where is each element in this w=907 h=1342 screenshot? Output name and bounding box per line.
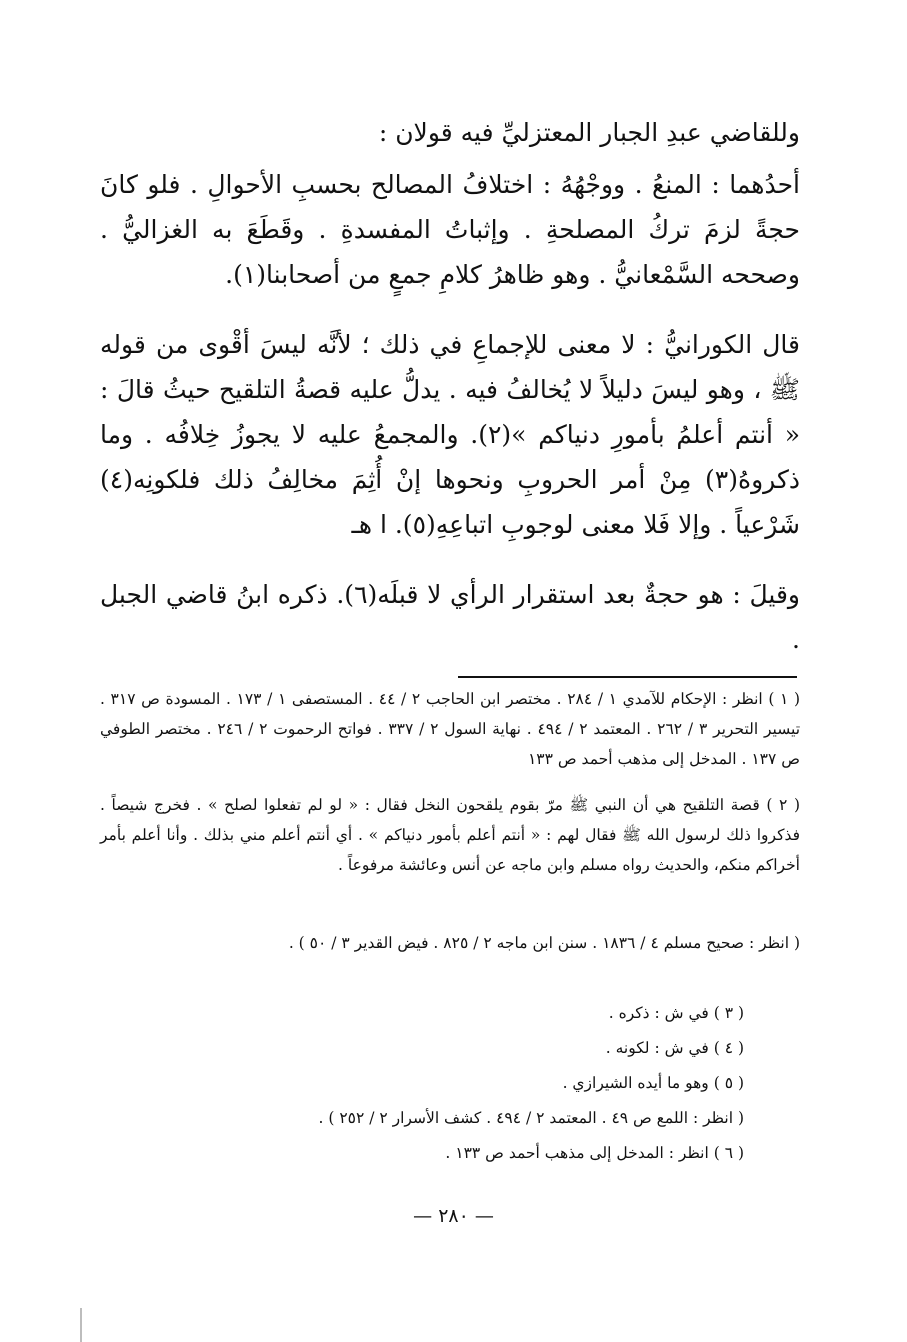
footnote-5-references: ( انظر : اللمع ص ٤٩ . المعتمد ٢ / ٤٩٤ . كشف الأسرار ٢ / ٢٥٢ ) . [318,1109,744,1127]
footnote-5: ( ٥ ) وهو ما أيده الشيرازي . [562,1074,744,1092]
footnote-4: ( ٤ ) في ش : لكونه . [605,1039,744,1057]
scan-edge-mark [80,1308,82,1342]
footnote-3: ( ٣ ) في ش : ذكره . [608,1004,744,1022]
footnote-2: ( ٢ ) قصة التلقيح هي أن النبي ﷺ مرّ بقوم يلقحون النخل فقال : « لو لم تفعلوا لصلح » . فخرج شيصاً . فذكروا ذلك لرسول الله ﷺ فقال لهم : « أنتم أعلم بأمور دنياكم » . أي أنتم أعلم مني بذلك . وأنا أعلم بأمر أخراكم منكم، والحديث رواه مسلم وابن ماجه عن أنس وعائشة مرفوعاً . [100,796,801,874]
paragraph-kurani: قال الكورانيُّ : لا معنى للإجماعِ في ذلك ؛ لأنَّه ليسَ أقْوى من قوله ﷺ ، وهو ليسَ دليلاً لا يُخالفُ فيه . يدلُّ عليه قصةُ التلقيح حيثُ قالَ : « أنتم أعلمُ بأمورِ دنياكم »(٢). والمجمعُ عليه لا يجوزُ خِلافُه . وما ذكروهُ(٣) مِنْ أمر الحروبِ ونحوها إنْ أُثِمَ مخالِفُ ذلك فلكونِه(٤) شَرْعياً . وإلا فَلا معنى لوجوبِ اتباعِهِ(٥). ا هـ [100,330,800,539]
footnote-separator [458,676,797,678]
footnote-2-references: ( انظر : صحيح مسلم ٤ / ١٨٣٦ . سنن ابن ماجه ٢ / ٨٢٥ . فيض القدير ٣ / ٥٠ ) . [288,934,800,952]
footnote-6: ( ٦ ) انظر : المدخل إلى مذهب أحمد ص ١٣٣ . [445,1144,744,1162]
paragraph-first-opinion: أحدُهما : المنعُ . ووجْهُهُ : اختلافُ المصالح بحسبِ الأحوالِ . فلو كانَ حجةً لزمَ تركُ المصلحةِ . وإثباتُ المفسدةِ . وقَطَعَ به الغزاليُّ . وصححه السَّمْعانيُّ . وهو ظاهرُ كلامِ جمعٍ من أصحابنا(١). [100,170,800,289]
intro-line: وللقاضي عبدِ الجبار المعتزليِّ فيه قولان : [378,118,800,147]
paragraph-second-opinion: وقيلَ : هو حجةٌ بعد استقرار الرأي لا قبلَه(٦). ذكره ابنُ قاضي الجبل . [100,580,800,654]
page-number: — ٢٨٠ — [413,1205,494,1227]
footnote-1: ( ١ ) انظر : الإحكام للآمدي ١ / ٢٨٤ . مختصر ابن الحاجب ٢ / ٤٤ . المستصفى ١ / ١٧٣ . المسودة ص ٣١٧ . تيسير التحرير ٣ / ٢٦٢ . المعتمد ٢ / ٤٩٤ . نهاية السول ٢ / ٣٣٧ . فواتح الرحموت ٢ / ٢٤٦ . مختصر الطوفي ص ١٣٧ . المدخل إلى مذهب أحمد ص ١٣٣ [100,690,801,768]
